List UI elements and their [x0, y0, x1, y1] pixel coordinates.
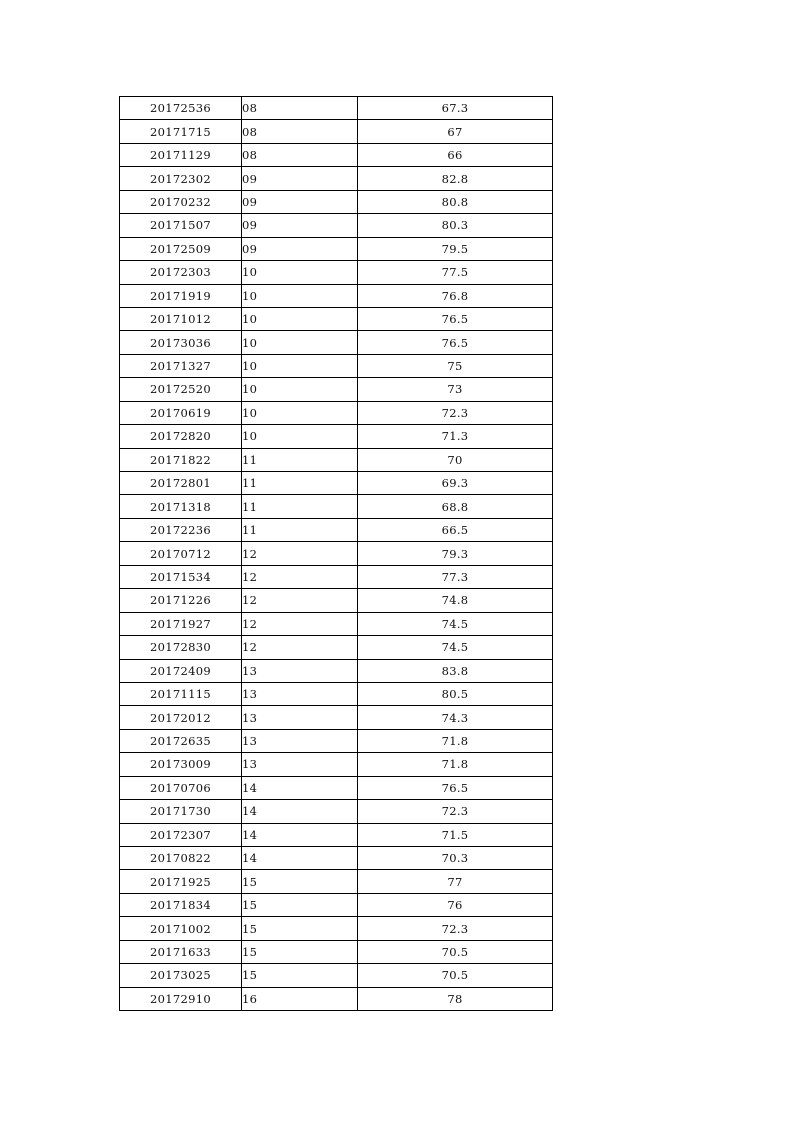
group-code-cell: 15 — [242, 870, 358, 893]
table-row — [120, 917, 553, 940]
table-row — [120, 565, 553, 588]
group-code-cell: 11 — [242, 518, 358, 541]
candidate-id-cell: 20170712 — [120, 542, 242, 565]
group-code-cell: 13 — [242, 659, 358, 682]
candidate-id-cell: 20172520 — [120, 378, 242, 401]
table-row — [120, 682, 553, 705]
group-code-cell: 14 — [242, 847, 358, 870]
candidate-id-cell: 20172820 — [120, 425, 242, 448]
table-row — [120, 401, 553, 424]
candidate-id-cell: 20172236 — [120, 518, 242, 541]
score-cell: 70.3 — [358, 847, 553, 870]
score-cell: 80.8 — [358, 190, 553, 213]
table-row — [120, 729, 553, 752]
group-code-cell: 15 — [242, 917, 358, 940]
score-cell: 78 — [358, 987, 553, 1010]
candidate-id-cell: 20171633 — [120, 940, 242, 963]
candidate-id-cell: 20171507 — [120, 214, 242, 237]
candidate-id-cell: 20172307 — [120, 823, 242, 846]
score-cell: 73 — [358, 378, 553, 401]
group-code-cell: 08 — [242, 97, 358, 120]
group-code-cell: 09 — [242, 190, 358, 213]
score-cell: 76 — [358, 893, 553, 916]
candidate-id-cell: 20171226 — [120, 589, 242, 612]
group-code-cell: 12 — [242, 589, 358, 612]
group-code-cell: 12 — [242, 542, 358, 565]
candidate-id-cell: 20171327 — [120, 354, 242, 377]
score-cell: 77.3 — [358, 565, 553, 588]
group-code-cell: 10 — [242, 307, 358, 330]
score-cell: 67.3 — [358, 97, 553, 120]
score-cell: 71.8 — [358, 753, 553, 776]
candidate-id-cell: 20170232 — [120, 190, 242, 213]
group-code-cell: 14 — [242, 823, 358, 846]
group-code-cell: 14 — [242, 776, 358, 799]
candidate-id-cell: 20170619 — [120, 401, 242, 424]
group-code-cell: 12 — [242, 636, 358, 659]
candidate-id-cell: 20171730 — [120, 800, 242, 823]
candidate-id-cell: 20171115 — [120, 682, 242, 705]
group-code-cell: 09 — [242, 214, 358, 237]
table-row — [120, 636, 553, 659]
group-code-cell: 10 — [242, 284, 358, 307]
group-code-cell: 15 — [242, 940, 358, 963]
candidate-id-cell: 20173025 — [120, 964, 242, 987]
candidate-id-cell: 20172830 — [120, 636, 242, 659]
table-row — [120, 518, 553, 541]
table-row — [120, 940, 553, 963]
table-row — [120, 800, 553, 823]
group-code-cell: 13 — [242, 753, 358, 776]
group-code-cell: 14 — [242, 800, 358, 823]
score-cell: 70.5 — [358, 940, 553, 963]
group-code-cell: 11 — [242, 495, 358, 518]
table-row — [120, 589, 553, 612]
group-code-cell: 10 — [242, 354, 358, 377]
score-cell: 68.8 — [358, 495, 553, 518]
score-cell: 80.5 — [358, 682, 553, 705]
candidate-id-cell: 20172635 — [120, 729, 242, 752]
table-row — [120, 472, 553, 495]
candidate-id-cell: 20171927 — [120, 612, 242, 635]
table-row — [120, 97, 553, 120]
candidate-id-cell: 20171012 — [120, 307, 242, 330]
score-cell: 72.3 — [358, 401, 553, 424]
candidate-id-cell: 20172910 — [120, 987, 242, 1010]
candidate-id-cell: 20171715 — [120, 120, 242, 143]
group-code-cell: 12 — [242, 612, 358, 635]
group-code-cell: 13 — [242, 706, 358, 729]
group-code-cell: 08 — [242, 143, 358, 166]
score-cell: 77 — [358, 870, 553, 893]
group-code-cell: 16 — [242, 987, 358, 1010]
table-row — [120, 823, 553, 846]
score-cell: 79.5 — [358, 237, 553, 260]
score-cell: 80.3 — [358, 214, 553, 237]
group-code-cell: 09 — [242, 167, 358, 190]
group-code-cell: 10 — [242, 378, 358, 401]
candidate-id-cell: 20170822 — [120, 847, 242, 870]
score-cell: 71.3 — [358, 425, 553, 448]
score-cell: 70.5 — [358, 964, 553, 987]
score-table — [119, 96, 553, 1011]
candidate-id-cell: 20172302 — [120, 167, 242, 190]
group-code-cell: 13 — [242, 729, 358, 752]
table-row — [120, 261, 553, 284]
candidate-id-cell: 20172303 — [120, 261, 242, 284]
score-cell: 76.5 — [358, 331, 553, 354]
score-cell: 72.3 — [358, 917, 553, 940]
score-table-body — [120, 97, 553, 1011]
score-cell: 75 — [358, 354, 553, 377]
candidate-id-cell: 20173036 — [120, 331, 242, 354]
score-cell: 70 — [358, 448, 553, 471]
table-row — [120, 214, 553, 237]
table-row — [120, 284, 553, 307]
table-row — [120, 847, 553, 870]
candidate-id-cell: 20172536 — [120, 97, 242, 120]
group-code-cell: 09 — [242, 237, 358, 260]
candidate-id-cell: 20171129 — [120, 143, 242, 166]
score-cell: 76.5 — [358, 776, 553, 799]
candidate-id-cell: 20172801 — [120, 472, 242, 495]
score-cell: 66.5 — [358, 518, 553, 541]
table-row — [120, 354, 553, 377]
score-cell: 76.5 — [358, 307, 553, 330]
table-row — [120, 448, 553, 471]
candidate-id-cell: 20171534 — [120, 565, 242, 588]
table-row — [120, 120, 553, 143]
score-cell: 74.8 — [358, 589, 553, 612]
score-cell: 71.8 — [358, 729, 553, 752]
score-cell: 82.8 — [358, 167, 553, 190]
score-cell: 77.5 — [358, 261, 553, 284]
candidate-id-cell: 20172409 — [120, 659, 242, 682]
table-row — [120, 495, 553, 518]
score-cell: 66 — [358, 143, 553, 166]
score-cell: 74.5 — [358, 636, 553, 659]
score-cell: 76.8 — [358, 284, 553, 307]
table-row — [120, 987, 553, 1010]
candidate-id-cell: 20172509 — [120, 237, 242, 260]
group-code-cell: 10 — [242, 261, 358, 284]
group-code-cell: 10 — [242, 425, 358, 448]
candidate-id-cell: 20171919 — [120, 284, 242, 307]
candidate-id-cell: 20170706 — [120, 776, 242, 799]
group-code-cell: 11 — [242, 472, 358, 495]
table-row — [120, 776, 553, 799]
table-row — [120, 237, 553, 260]
group-code-cell: 08 — [242, 120, 358, 143]
score-cell: 69.3 — [358, 472, 553, 495]
table-row — [120, 659, 553, 682]
score-cell: 71.5 — [358, 823, 553, 846]
table-row — [120, 331, 553, 354]
candidate-id-cell: 20171925 — [120, 870, 242, 893]
group-code-cell: 10 — [242, 401, 358, 424]
score-cell: 83.8 — [358, 659, 553, 682]
table-row — [120, 870, 553, 893]
table-row — [120, 706, 553, 729]
table-row — [120, 378, 553, 401]
table-row — [120, 612, 553, 635]
group-code-cell: 13 — [242, 682, 358, 705]
table-row — [120, 542, 553, 565]
table-row — [120, 425, 553, 448]
candidate-id-cell: 20172012 — [120, 706, 242, 729]
group-code-cell: 15 — [242, 893, 358, 916]
group-code-cell: 15 — [242, 964, 358, 987]
score-cell: 74.5 — [358, 612, 553, 635]
table-row — [120, 143, 553, 166]
table-row — [120, 964, 553, 987]
table-row — [120, 167, 553, 190]
table-row — [120, 893, 553, 916]
table-row — [120, 307, 553, 330]
score-cell: 72.3 — [358, 800, 553, 823]
group-code-cell: 10 — [242, 331, 358, 354]
table-row — [120, 753, 553, 776]
candidate-id-cell: 20171822 — [120, 448, 242, 471]
candidate-id-cell: 20171318 — [120, 495, 242, 518]
score-cell: 79.3 — [358, 542, 553, 565]
candidate-id-cell: 20171002 — [120, 917, 242, 940]
group-code-cell: 12 — [242, 565, 358, 588]
candidate-id-cell: 20173009 — [120, 753, 242, 776]
group-code-cell: 11 — [242, 448, 358, 471]
score-cell: 67 — [358, 120, 553, 143]
table-row — [120, 190, 553, 213]
candidate-id-cell: 20171834 — [120, 893, 242, 916]
score-cell: 74.3 — [358, 706, 553, 729]
score-sheet — [119, 96, 551, 1011]
